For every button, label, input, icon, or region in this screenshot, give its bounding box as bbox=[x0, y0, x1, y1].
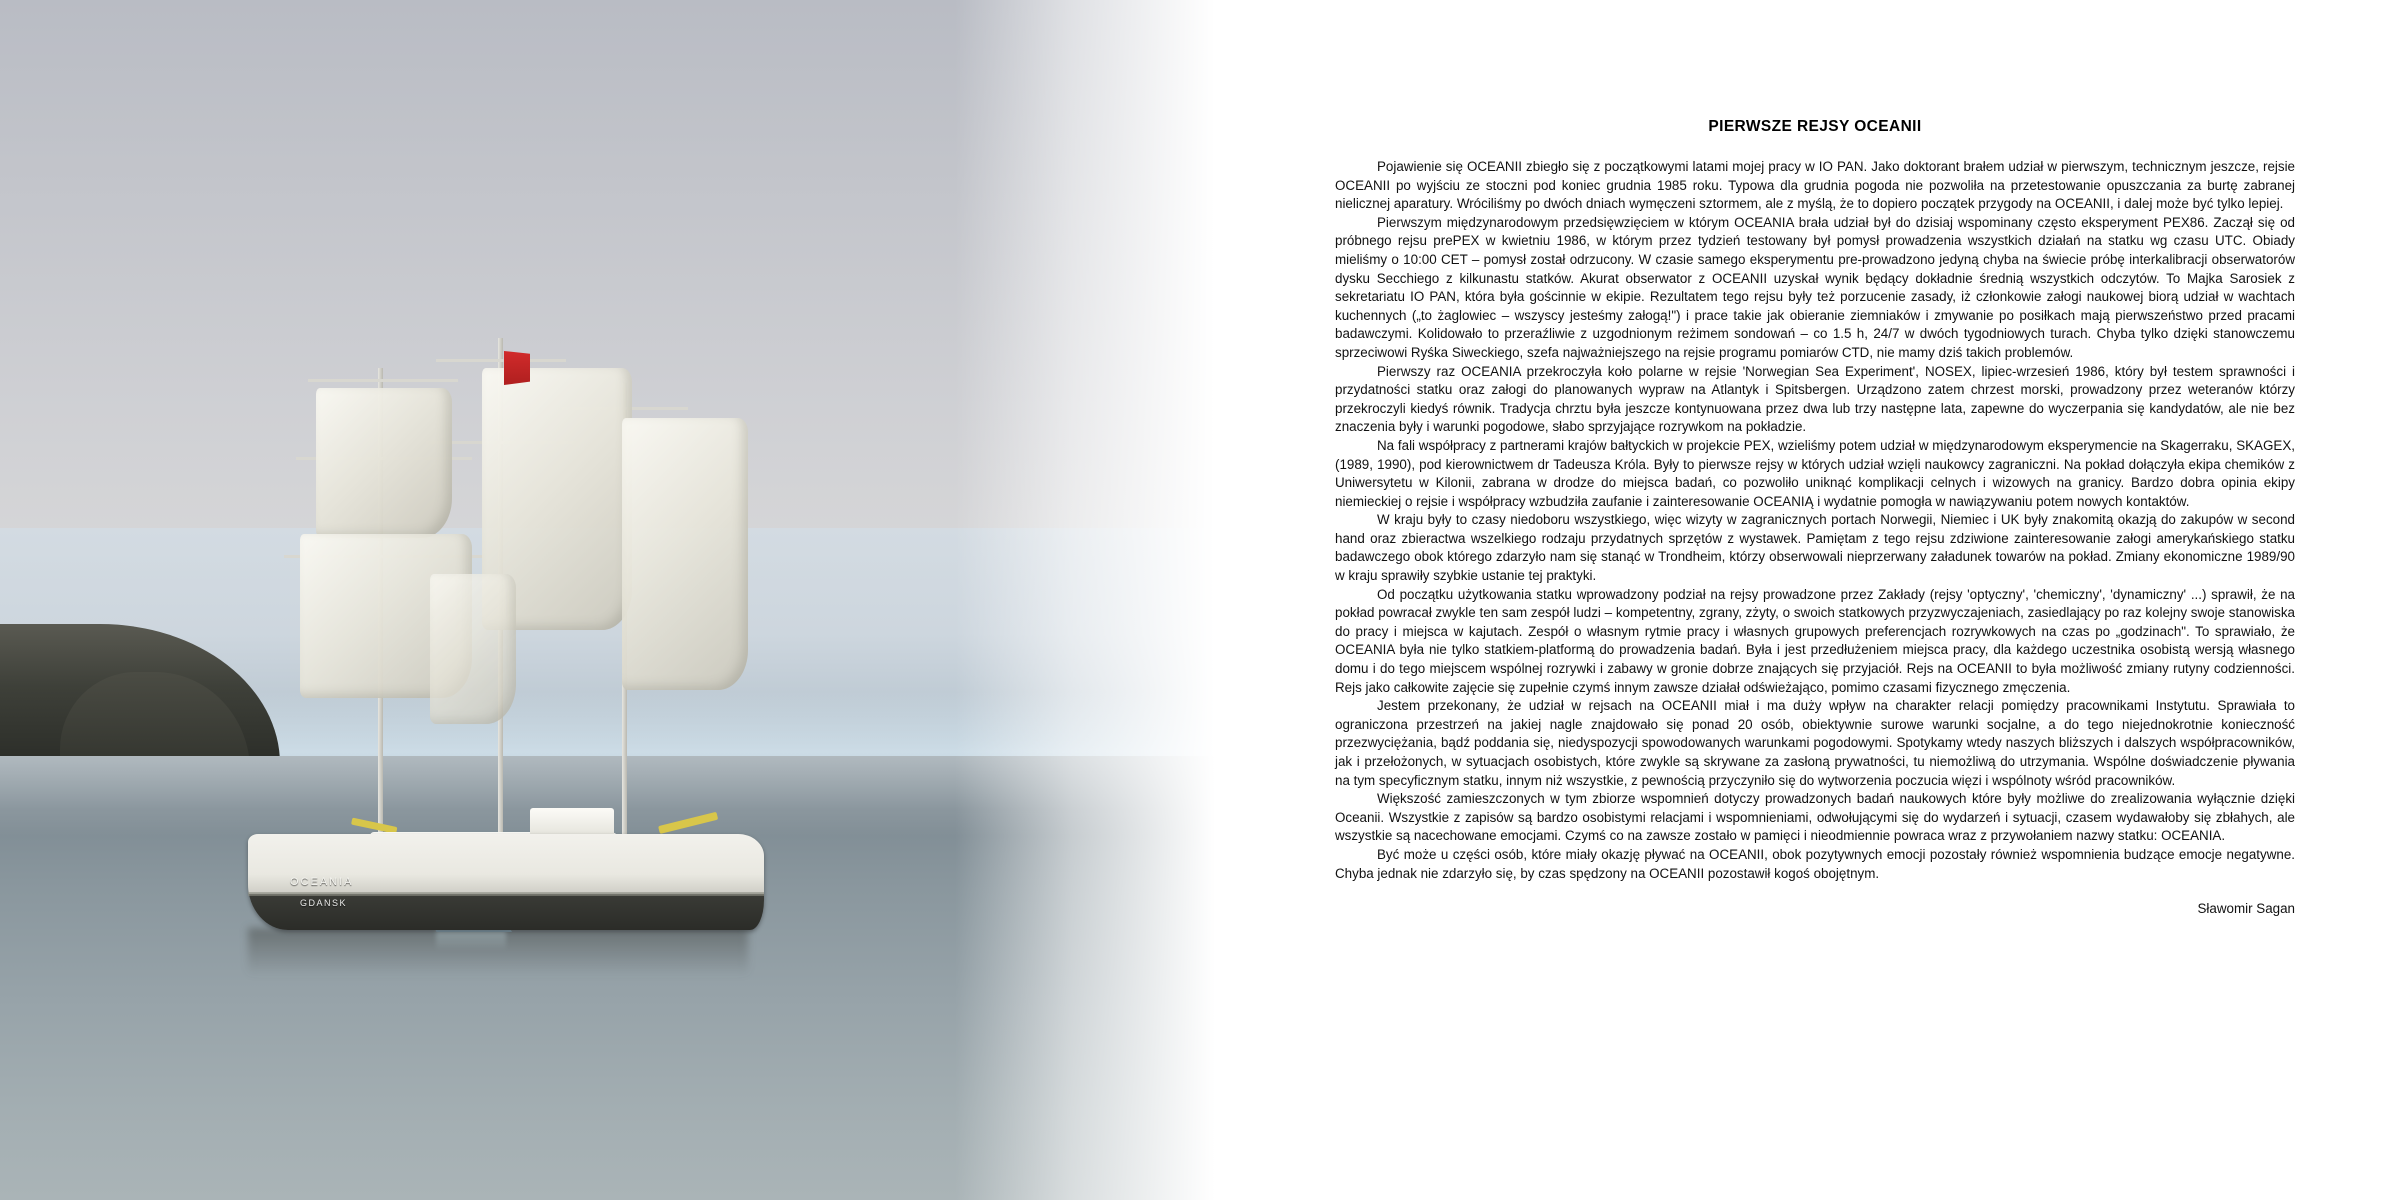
sail-staysail bbox=[430, 574, 516, 724]
paragraph: Na fali współpracy z partnerami krajów bałtyckich w projekcie PEX, wzieliśmy potem udział w międzynarodowym eksperymencie na Skagerraku, SKAGEX, (1989, 1990), pod kierownictwem dr Tadeusza Króla. Były to pierwsze rejsy w których udział wzięli naukowcy zagraniczni. Na pokład dołączyła ekipa chemików z Uniwersytetu w Kilonii, zabrana w drodze do miejsca badań, co pozwoliło uniknąć komplikacji celnych i wizowych na granicy. Bardzo dobra opinia ekipy niemieckiej o rejsie i współpracy wzbudziła zaufanie i zainteresowanie OCEANIĄ i wydatnie pomogła w nawiązywaniu potem nowych kontaktów. bbox=[1335, 437, 2295, 509]
deck-crane-aft bbox=[658, 812, 718, 834]
ship-port-label: GDANSK bbox=[300, 898, 348, 908]
paragraph: Pierwszy raz OCEANIA przekroczyła koło polarne w rejsie 'Norwegian Sea Experiment', NOSEX, lipiec-wrzesień 1986, który był testem sprawności i przydatności statku oraz załogi do planowanych wypraw na Atlantyk i Spitsbergen. Urządzono zatem chrzest morski, prowadzony przez weteranów którzy przekroczyli kiedyś równik. Tradycja chrztu była jeszcze kontynuowana przez dwa lub trzy następne lata, zapewne do wyczerpania się kandydatów, ale nie bez znaczenia były i warunki pogodowe, słabo sprzyjające rozrywkom na pokładzie. bbox=[1335, 363, 2295, 435]
ship-reflection bbox=[248, 928, 748, 976]
ship-name-label: OCEANIA bbox=[290, 876, 354, 888]
red-flag bbox=[504, 351, 530, 385]
paragraph: Większość zamieszczonych w tym zbiorze wspomnień dotyczy prowadzonych badań naukowych które były możliwe do zrealizowania wyłącznie dzięki Oceanii. Wszystkie z zapisów są bardzo osobistymi relacjami i wspomnieniami, odwołującymi się do wydarzeń i sytuacji, czasem wydawałoby się zbłahych, ale wszystkie są nacechowane emocjami. Czymś co na zawsze zostało w pamięci i nieodmiennie powraca wraz z przywołaniem nazwy statku: OCEANIA. bbox=[1335, 791, 2295, 844]
paragraph: W kraju były to czasy niedoboru wszystkiego, więc wizyty w zagranicznych portach Norwegii, Niemiec i UK były znakomitą okazją do zakupów w second hand oraz zbieractwa wszelkiego rodzaju przydatnych sprzętów z wystawek. Pamiętam z tego rejsu zdziwione zainteresowanie załogi amerykańskiego statku badawczego obok którego zdarzyło nam się stanąć w Trondheim, którzy obserwowali nieprzerwany załadunek towarów na pokład. Zmiany ekonomiczne 1989/90 w kraju sprawiły szybkie ustanie tej praktyki. bbox=[1335, 512, 2295, 584]
text-block bbox=[1335, 118, 2295, 916]
author-signature: Sławomir Sagan bbox=[2197, 901, 2295, 917]
hull-stripe bbox=[248, 892, 764, 896]
paragraph: Od początku użytkowania statku wprowadzony podział na rejsy prowadzone przez Zakłady (rejsy 'optyczny', 'chemiczny', 'dynamiczny' ...) sprawił, że na pokład powracał zwykle ten sam zespół ludzi – kompetentny, zgrany, zżyty, o swoich statkowych przyzwyczajeniach, zasiedlający po raz kolejny swoje stanowiska do pracy i miejsca w kajutach. Zespół o własnym rytmie pracy i własnych grupowych preferencjach rozrywkowych na czas po „godzinach". To sprawiało, że OCEANIA była nie tylko statkiem-platformą do prowadzenia badań. Była i jest przedłużeniem miejsca pracy, dla każdego uczestnika osobistą wersją własnego domu i do tego miejscem wspólnej rozrywki i zabawy w gronie dobrze znających się przyjaciół. Rejs na OCEANII to była możliwość zmiany rutyny codzienności. Rejs jako całkowite zajęcie się zupełnie czymś innym zawsze działał odświeżająco, pomimo czasami fizycznego zmęczenia. bbox=[1335, 586, 2295, 695]
sail-fore-upper bbox=[316, 388, 452, 538]
text-column bbox=[1215, 0, 2400, 1200]
sail-mizzen bbox=[622, 418, 748, 690]
paragraph: Być może u części osób, które miały okazję pływać na OCEANII, obok pozytywnych emocji pozostały również wspomnienia budzące emocje negatywne. Chyba jednak nie zdarzyło się, by czas spędzony na OCEANII pozostawił kogoś obojętnym. bbox=[1335, 846, 2295, 881]
yard-fore-upper bbox=[308, 379, 458, 382]
page-title: PIERWSZE REJSY OCEANII bbox=[1708, 118, 1922, 135]
paragraph: Pojawienie się OCEANII zbiegło się z początkowymi latami mojej pracy w IO PAN. Jako doktorant brałem udział w pierwszym, technicznym jeszcze, rejsie OCEANII po wyjściu ze stoczni pod koniec grudnia 1985 roku. Typowa dla grudnia pogoda nie pozwoliła na przetestowanie opuszczania za burtę zabranej nielicznej aparatury. Wróciliśmy po dwóch dniach wymęczeni sztormem, ale z myślą, że to dopiero początek przygody na OCEANII, i dalej może być tylko lepiej. bbox=[1335, 159, 2295, 212]
sailing-ship bbox=[230, 290, 790, 930]
yard-main-upper bbox=[436, 359, 566, 362]
paragraph: Pierwszym międzynarodowym przedsięwzięciem w którym OCEANIA brała udział był do dzisiaj wspominany często eksperyment PEX86. Zaczął się od próbnego rejsu prePEX w kwietniu 1986, w którym przez tydzień testowany był pomysł prowadzenia wszystkich działań na statku wg czasu UTC. Obiady mieliśmy o 10:00 CET – pomysł został odrzucony. W czasie samego eksperymentu pre-prowadzono jedyną chyba na świecie próbę interkalibracji obserwatorów dysku Secchiego z kilkunastu statków. Akurat obserwator z OCEANII uzyskał wynik będący dokładnie średnią wszystkich odczytów. To Majka Sarosiek z sekretariatu IO PAN, która była gościnnie w ekipie. Rezultatem tego rejsu były też porzucenie zasady, iż członkowie załogi naukowej biorą udział w wachtach kuchennych („to żaglowiec – wszyscy jesteśmy załogą!") i prace takie jak obieranie ziemniaków i zmywanie po posiłkach mają pierwszeństwo przed pracami badawczymi. Kolidowało to przeraźliwie z uzgodnionym reżimem sondowań – co 1.5 h, 24/7 w dwóch tygodniowych turach. Chyba tylko dzięki stanowczemu sprzeciwowi Ryśka Siweckiego, szefa najważniejszego na rejsie programu pomiarów CTD, nie mamy dziś takich problemów. bbox=[1335, 214, 2295, 360]
paragraph: Jestem przekonany, że udział w rejsach na OCEANII miał i ma duży wpływ na charakter relacji pomiędzy pracownikami Instytutu. Sprawiała to ograniczona przestrzeń na jakiej nagle znajdowało się ponad 20 osób, obiektywnie surowe warunki socjalne, a do tego niejednokrotnie konieczność przezwyciężania, bądź poddania się, niedyspozycji spowodowanych warunkami pogodowymi. Spotykamy wtedy naszych bliższych i dalszych współpracowników, jak i przełożonych, w sytuacjach osobistych, które zwykle są skrywane za zasłoną prywatności, tu niemożliwą do utrzymania. Wspólne doświadczenie pływania na tym specyficznym statku, innym niż wszystkie, z pewnością przyczyniło się do wytworzenia poczucia więzi i wspólnoty wśród pracowników. bbox=[1335, 698, 2295, 788]
